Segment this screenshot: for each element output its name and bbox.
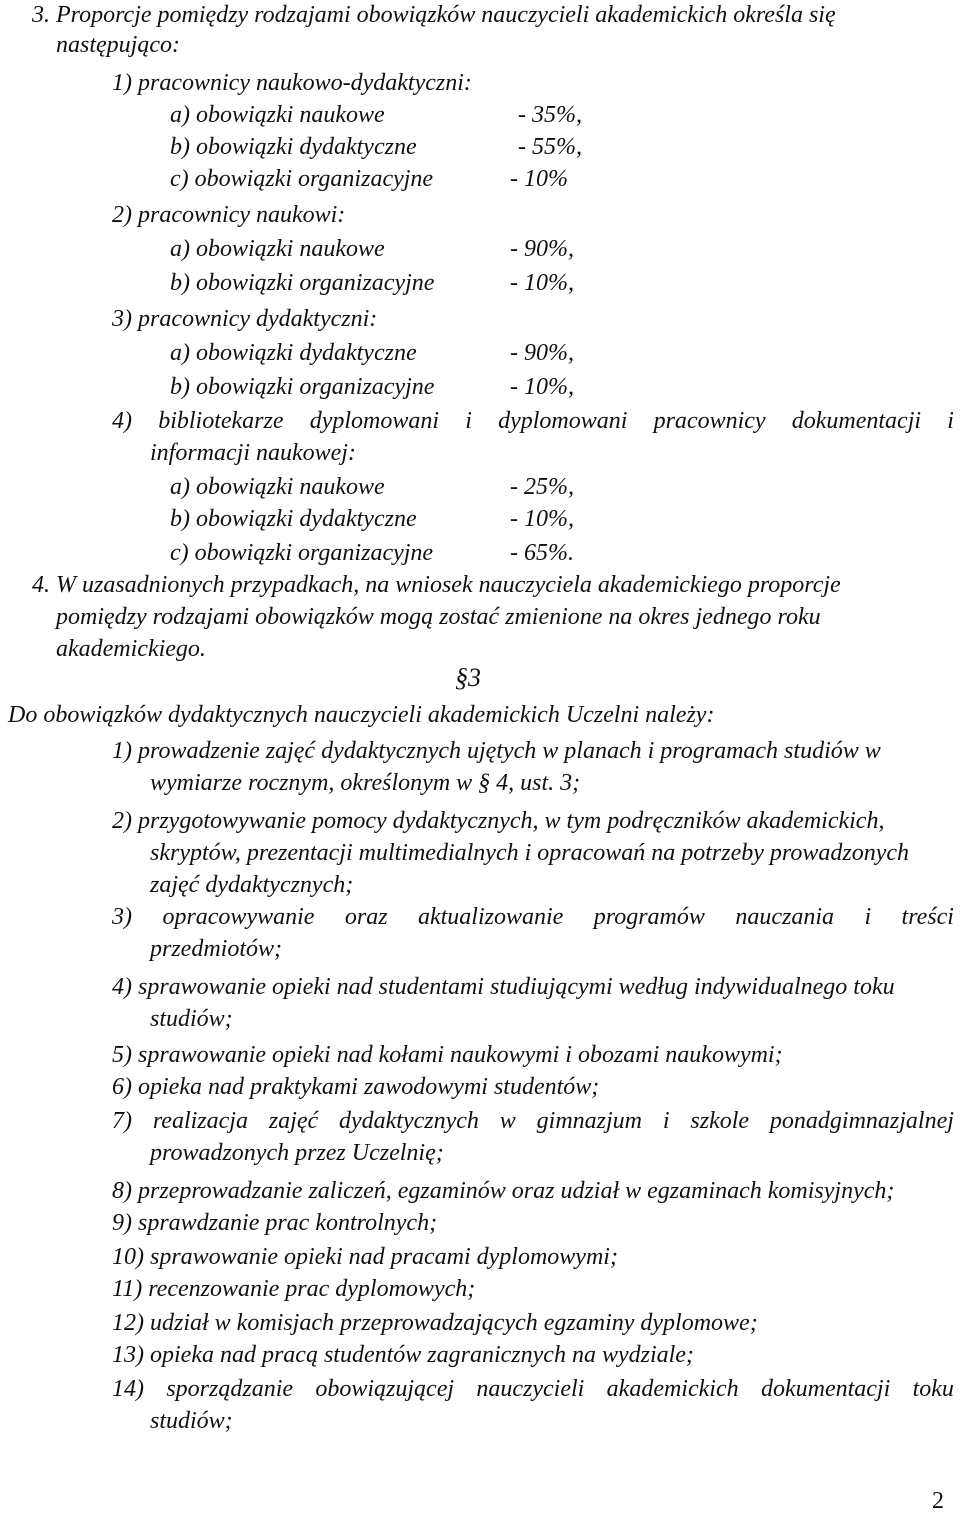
word: i <box>947 408 954 434</box>
word: dokumentacji <box>791 408 922 434</box>
item-7-line2: prowadzonych przez Uczelnię; <box>150 1140 444 1166</box>
word: 3) <box>112 904 132 930</box>
group1-item-b-label: b) obowiązki dydaktyczne <box>170 134 417 160</box>
group2-item-b-label: b) obowiązki organizacyjne <box>170 270 435 296</box>
group4-item-a-label: a) obowiązki naukowe <box>170 474 385 500</box>
item-1-line1: 1) prowadzenie zajęć dydaktycznych ujętych w planach i programach studiów w <box>112 738 881 764</box>
item-2-line3: zajęć dydaktycznych; <box>150 872 354 898</box>
item-9: 9) sprawdzanie prac kontrolnych; <box>112 1210 438 1236</box>
word: nauczycieli <box>476 1376 585 1402</box>
word: oraz <box>344 904 388 930</box>
word: i <box>662 1108 670 1134</box>
group4-item-b-value: - 10%, <box>510 506 574 532</box>
word: gimnazjum <box>536 1108 642 1134</box>
para3-line1: 3. Proporcje pomiędzy rodzajami obowiązków nauczycieli akademickich określa się <box>32 2 836 28</box>
item-7-line1 <box>112 1106 954 1136</box>
item-1-line2: wymiarze rocznym, określonym w § 4, ust. 3; <box>150 770 581 796</box>
group3-item-b-label: b) obowiązki organizacyjne <box>170 374 435 400</box>
item-14-line1 <box>112 1374 954 1404</box>
word: programów <box>593 904 705 930</box>
word: aktualizowanie <box>417 904 564 930</box>
word: realizacja <box>152 1108 248 1134</box>
word: 14) <box>112 1376 144 1402</box>
item-13: 13) opieka nad pracą studentów zagranicznych na wydziale; <box>112 1342 694 1368</box>
word: opracowywanie <box>162 904 315 930</box>
group2-heading: 2) pracownicy naukowi: <box>112 202 346 228</box>
section-intro: Do obowiązków dydaktycznych nauczycieli akademickich Uczelni należy: <box>8 702 715 728</box>
word: dydaktycznych <box>339 1108 479 1134</box>
item-14-line2: studiów; <box>150 1408 233 1434</box>
group1-item-b-value: - 55%, <box>518 134 582 160</box>
word: zajęć <box>268 1108 319 1134</box>
word: treści <box>901 904 954 930</box>
word: ponadgimnazjalnej <box>769 1108 954 1134</box>
group2-item-a-label: a) obowiązki naukowe <box>170 236 385 262</box>
word: dokumentacji <box>760 1376 891 1402</box>
word: obowiązującej <box>315 1376 455 1402</box>
group4-item-a-value: - 25%, <box>510 474 574 500</box>
group1-item-a-label: a) obowiązki naukowe <box>170 102 385 128</box>
word: w <box>499 1108 516 1134</box>
group1-heading: 1) pracownicy naukowo-dydaktyczni: <box>112 70 472 96</box>
item-4-line1: 4) sprawowanie opieki nad studentami studiującymi według indywidualnego toku <box>112 974 895 1000</box>
group1-item-c-label: c) obowiązki organizacyjne <box>170 166 434 192</box>
item-4-line2: studiów; <box>150 1006 233 1032</box>
item-2-line2: skryptów, prezentacji multimedialnych i opracowań na potrzeby prowadzonych <box>150 840 910 866</box>
group4-item-b-label: b) obowiązki dydaktyczne <box>170 506 417 532</box>
item-3-line1 <box>112 902 954 932</box>
para3-line2: następująco: <box>56 32 180 58</box>
word: 4) <box>112 408 132 434</box>
word: bibliotekarze <box>158 408 284 434</box>
section-heading: §3 <box>455 663 481 692</box>
para4-line1: 4. W uzasadnionych przypadkach, na wniosek nauczyciela akademickiego proporcje <box>32 572 841 598</box>
word: i <box>864 904 872 930</box>
item-3-line2: przedmiotów; <box>150 936 282 962</box>
item-8: 8) przeprowadzanie zaliczeń, egzaminów oraz udział w egzaminach komisyjnych; <box>112 1178 895 1204</box>
item-6: 6) opieka nad praktykami zawodowymi studentów; <box>112 1074 600 1100</box>
group2-item-b-value: - 10%, <box>510 270 574 296</box>
group4-heading-line2: informacji naukowej: <box>150 440 356 466</box>
page-number: 2 <box>932 1488 944 1514</box>
group1-item-c-value: - 10% <box>510 166 568 192</box>
word: sporządzanie <box>166 1376 294 1402</box>
group3-item-a-value: - 90%, <box>510 340 574 366</box>
word: 7) <box>112 1108 132 1134</box>
group4-heading-line1 <box>112 406 954 436</box>
para4-line2: pomiędzy rodzajami obowiązków mogą zostać zmienione na okres jednego roku <box>56 604 821 630</box>
group3-heading: 3) pracownicy dydaktyczni: <box>112 306 378 332</box>
group4-item-c-value: - 65%. <box>510 540 574 566</box>
word: pracownicy <box>653 408 766 434</box>
word: i <box>465 408 472 434</box>
word: toku <box>912 1376 954 1402</box>
group3-item-a-label: a) obowiązki dydaktyczne <box>170 340 417 366</box>
word: dyplomowani <box>309 408 440 434</box>
word: dyplomowani <box>498 408 628 434</box>
word: akademickich <box>606 1376 739 1402</box>
group2-item-a-value: - 90%, <box>510 236 574 262</box>
word: szkole <box>690 1108 750 1134</box>
para4-line3: akademickiego. <box>56 636 206 662</box>
item-5: 5) sprawowanie opieki nad kołami naukowymi i obozami naukowymi; <box>112 1042 783 1068</box>
item-10: 10) sprawowanie opieki nad pracami dyplomowymi; <box>112 1244 618 1270</box>
group3-item-b-value: - 10%, <box>510 374 574 400</box>
item-2-line1: 2) przygotowywanie pomocy dydaktycznych, w tym podręczników akademickich, <box>112 808 885 834</box>
item-11: 11) recenzowanie prac dyplomowych; <box>112 1276 476 1302</box>
item-12: 12) udział w komisjach przeprowadzających egzaminy dyplomowe; <box>112 1310 758 1336</box>
group1-item-a-value: - 35%, <box>518 102 582 128</box>
word: nauczania <box>735 904 834 930</box>
group4-item-c-label: c) obowiązki organizacyjne <box>170 540 434 566</box>
